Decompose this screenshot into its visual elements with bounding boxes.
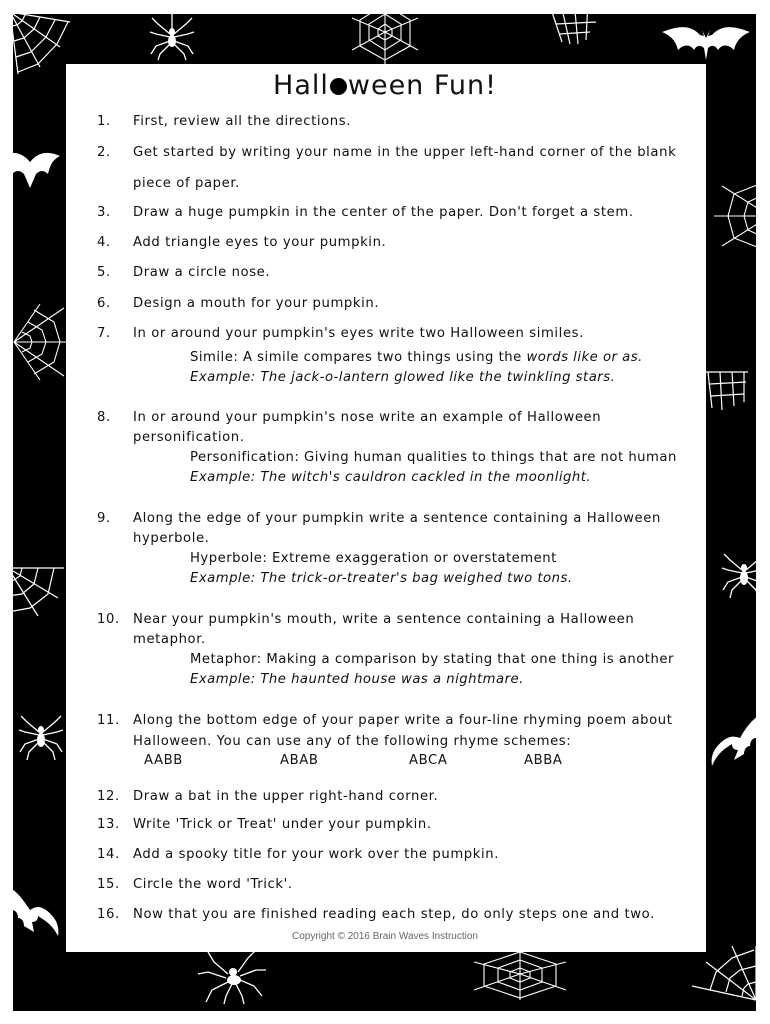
- personification-example: Example: The witch's cauldron cackled in the moonlight.: [190, 470, 592, 485]
- step-number: 12.: [97, 789, 120, 804]
- spiderweb-icon: [8, 568, 64, 618]
- step-number: 3.: [97, 205, 111, 220]
- step-number: 15.: [97, 877, 120, 892]
- step-number: 5.: [97, 265, 111, 280]
- hyperbole-definition: Hyperbole: Extreme exaggeration or overstatement: [190, 551, 557, 566]
- step-number: 16.: [97, 907, 120, 922]
- page-title: [0, 70, 770, 101]
- hyperbole-example: Example: The trick-or-treater's bag weighed two tons.: [190, 571, 573, 586]
- step-text: Circle the word 'Trick'.: [133, 877, 293, 892]
- bat-icon: [660, 22, 752, 66]
- step-number: 2.: [97, 145, 111, 160]
- spider-icon: [722, 548, 766, 602]
- step-text-line2: piece of paper.: [133, 176, 240, 191]
- step-text: Draw a huge pumpkin in the center of the paper. Don't forget a stem.: [133, 205, 634, 220]
- pumpkin-o-icon: [330, 78, 347, 95]
- simile-definition: [190, 350, 643, 365]
- spiderweb-icon: [712, 176, 770, 256]
- spider-icon: [150, 14, 194, 60]
- step-text: Write 'Trick or Treat' under your pumpkin.: [133, 817, 432, 832]
- step-text: In or around your pumpkin's nose write an example of Halloween: [133, 410, 602, 425]
- metaphor-example: Example: The haunted house was a nightmare.: [190, 672, 524, 687]
- step-text-line2: hyperbole.: [133, 531, 210, 546]
- step-number: 8.: [97, 410, 111, 425]
- step-text: Draw a bat in the upper right-hand corner.: [133, 789, 439, 804]
- step-text: Along the bottom edge of your paper write a four-line rhyming poem about: [133, 713, 673, 728]
- copyright-notice: Copyright © 2016 Brain Waves Instruction: [292, 931, 478, 942]
- step-number: 7.: [97, 326, 111, 341]
- step-text: First, review all the directions.: [133, 114, 352, 129]
- step-text: Near your pumpkin's mouth, write a sentence containing a Halloween: [133, 612, 635, 627]
- metaphor-definition: Metaphor: Making a comparison by stating that one thing is another: [190, 652, 674, 667]
- step-number: 14.: [97, 847, 120, 862]
- step-number: 4.: [97, 235, 111, 250]
- spiderweb-icon: [692, 946, 756, 1000]
- personification-definition: Personification: Giving human qualities to things that are not human: [190, 450, 677, 465]
- rhyme-scheme: ABAB: [280, 753, 319, 768]
- step-number: 13.: [97, 817, 120, 832]
- step-number: 11.: [97, 713, 120, 728]
- spiderweb-icon: [540, 0, 602, 46]
- step-text-line2: Halloween. You can use any of the following rhyme schemes:: [133, 734, 572, 749]
- step-text: Now that you are finished reading each step, do only steps one and two.: [133, 907, 655, 922]
- rhyme-scheme: ABBA: [524, 753, 563, 768]
- spider-icon: [18, 710, 64, 764]
- rhyme-scheme: AABB: [144, 753, 183, 768]
- step-text-line2: personification.: [133, 430, 245, 445]
- spiderweb-icon: [14, 300, 68, 384]
- step-text-line2: metaphor.: [133, 632, 206, 647]
- step-number: 6.: [97, 296, 111, 311]
- step-text: Get started by writing your name in the upper left-hand corner of the blank: [133, 145, 677, 160]
- title-text-start: Hall: [273, 70, 329, 101]
- spider-icon: [198, 948, 268, 1004]
- spiderweb-icon: [10, 12, 72, 74]
- spiderweb-icon: [704, 372, 748, 410]
- title-text-end: ween Fun!: [347, 70, 497, 101]
- rhyme-scheme: ABCA: [409, 753, 448, 768]
- spiderweb-icon: [472, 948, 568, 1000]
- step-text: In or around your pumpkin's eyes write two Halloween similes.: [133, 326, 584, 341]
- simile-definition-text: Simile: A simile compares two things using the: [190, 350, 527, 365]
- spiderweb-icon: [350, 0, 420, 64]
- simile-definition-emphasis: words like or as.: [526, 350, 643, 365]
- step-number: 1.: [97, 114, 111, 129]
- bat-icon: [0, 148, 60, 190]
- bat-icon: [704, 710, 766, 770]
- step-number: 9.: [97, 511, 111, 526]
- bat-icon: [0, 880, 66, 938]
- step-number: 10.: [97, 612, 120, 627]
- simile-example: Example: The jack-o-lantern glowed like the twinkling stars.: [190, 370, 616, 385]
- step-text: Design a mouth for your pumpkin.: [133, 296, 380, 311]
- step-text: Draw a circle nose.: [133, 265, 271, 280]
- step-text: Add a spooky title for your work over the pumpkin.: [133, 847, 500, 862]
- step-text: Add triangle eyes to your pumpkin.: [133, 235, 387, 250]
- step-text: Along the edge of your pumpkin write a sentence containing a Halloween: [133, 511, 661, 526]
